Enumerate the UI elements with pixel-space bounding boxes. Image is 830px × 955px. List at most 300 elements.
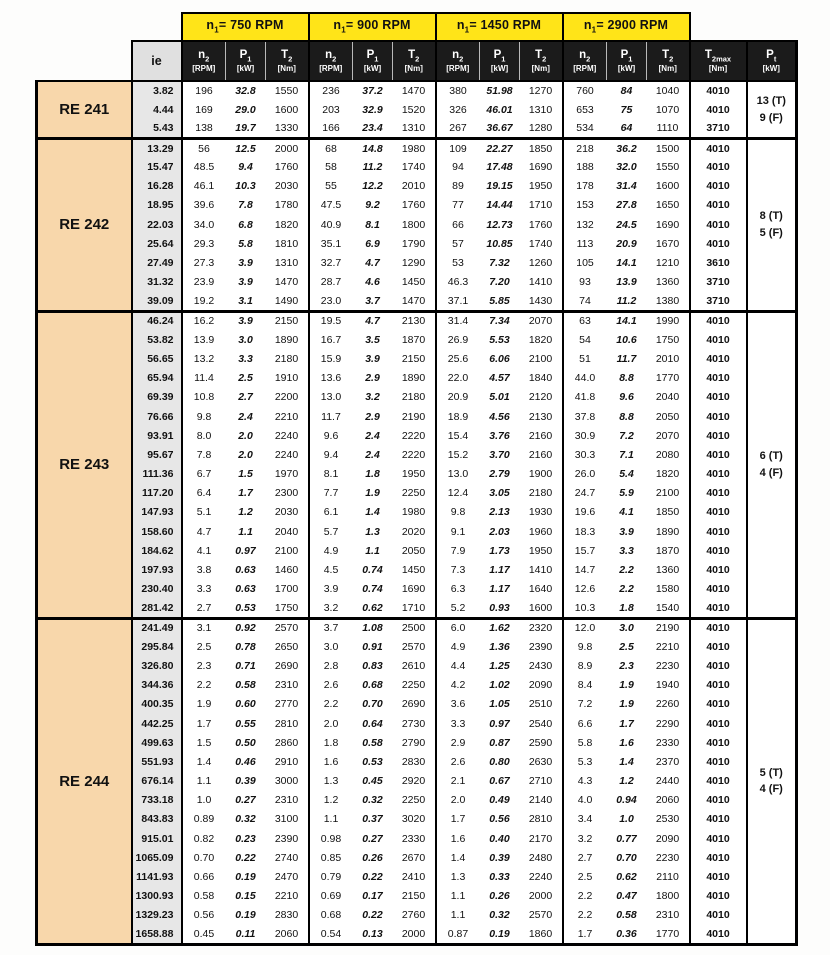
t2-cell: 2120 (520, 388, 563, 407)
n2-cell: 4.9 (309, 542, 353, 561)
n2-cell: 236 (309, 81, 353, 100)
ratio-cell: 281.42 (132, 599, 182, 618)
t2-cell: 1600 (266, 100, 309, 119)
t2max-cell: 4010 (690, 311, 747, 330)
t2-cell: 2570 (393, 637, 436, 656)
t2-cell: 2710 (520, 772, 563, 791)
t2max-cell: 4010 (690, 484, 747, 503)
n2-cell: 6.0 (436, 618, 480, 637)
t2-cell: 2130 (520, 407, 563, 426)
p1-cell: 2.9 (353, 407, 393, 426)
t2-cell: 2170 (520, 829, 563, 848)
p1-cell: 1.4 (353, 503, 393, 522)
n2-cell: 3.3 (436, 714, 480, 733)
table-row (37, 925, 797, 944)
header-spacer (37, 41, 132, 81)
t2-cell: 2000 (520, 887, 563, 906)
p1-cell: 0.91 (353, 637, 393, 656)
t2max-cell: 4010 (690, 714, 747, 733)
t2-cell: 1990 (647, 311, 690, 330)
p1-cell: 3.9 (226, 254, 266, 273)
p1-cell: 5.85 (480, 292, 520, 311)
n2-cell: 35.1 (309, 235, 353, 254)
t2max-cell: 3610 (690, 254, 747, 273)
ratio-cell: 184.62 (132, 542, 182, 561)
p1-cell: 7.34 (480, 311, 520, 330)
t2-cell: 2150 (393, 887, 436, 906)
n2-cell: 19.6 (563, 503, 607, 522)
column-header-n2: $n_2$ [RPM] (309, 41, 353, 81)
n2-cell: 109 (436, 139, 480, 158)
t2-cell: 1690 (647, 215, 690, 234)
t2-cell: 1750 (266, 599, 309, 618)
p1-cell: 0.64 (353, 714, 393, 733)
t2-cell: 2530 (647, 810, 690, 829)
t2max-cell: 4010 (690, 158, 747, 177)
n2-cell: 66 (436, 215, 480, 234)
t2max-cell: 4010 (690, 772, 747, 791)
p1-cell: 4.56 (480, 407, 520, 426)
ratio-cell: 499.63 (132, 733, 182, 752)
t2max-cell: 4010 (690, 196, 747, 215)
t2max-cell: 4010 (690, 215, 747, 234)
table-row (37, 714, 797, 733)
n2-cell: 10.3 (563, 599, 607, 618)
t2-cell: 1450 (393, 273, 436, 292)
table-row (37, 369, 797, 388)
ratio-cell: 1141.93 (132, 868, 182, 887)
p1-cell: 27.8 (607, 196, 647, 215)
t2-cell: 1870 (393, 330, 436, 349)
p1-cell: 2.03 (480, 522, 520, 541)
n2-cell: 1.1 (182, 772, 226, 791)
p1-cell: 4.1 (607, 503, 647, 522)
n2-cell: 41.8 (563, 388, 607, 407)
p1-cell: 1.9 (353, 484, 393, 503)
table-row (37, 829, 797, 848)
t2max-cell: 4010 (690, 695, 747, 714)
n2-cell: 6.4 (182, 484, 226, 503)
t2-cell: 1840 (520, 369, 563, 388)
t2-cell: 1820 (647, 465, 690, 484)
table-row (37, 791, 797, 810)
ratio-cell: 22.03 (132, 215, 182, 234)
t2-cell: 1900 (520, 465, 563, 484)
n2-cell: 4.5 (309, 561, 353, 580)
t2-cell: 1110 (647, 119, 690, 138)
p1-cell: 8.8 (607, 407, 647, 426)
p1-cell: 0.22 (353, 906, 393, 925)
header-spacer (37, 13, 182, 41)
p1-cell: 2.7 (226, 388, 266, 407)
pt-cell: 6 (T) 4 (F) (747, 311, 797, 618)
n2-cell: 30.3 (563, 446, 607, 465)
n2-cell: 653 (563, 100, 607, 119)
ratio-cell: 15.47 (132, 158, 182, 177)
p1-cell: 2.9 (353, 369, 393, 388)
t2-cell: 2230 (647, 657, 690, 676)
p1-cell: 1.8 (607, 599, 647, 618)
t2max-cell: 4010 (690, 465, 747, 484)
n2-cell: 5.3 (563, 753, 607, 772)
t2-cell: 2440 (647, 772, 690, 791)
p1-cell: 64 (607, 119, 647, 138)
p1-cell: 0.97 (226, 542, 266, 561)
ratio-cell: 65.94 (132, 369, 182, 388)
n2-cell: 13.0 (436, 465, 480, 484)
t2-cell: 3000 (266, 772, 309, 791)
n2-cell: 11.4 (182, 369, 226, 388)
n2-cell: 15.4 (436, 426, 480, 445)
t2-cell: 1820 (520, 330, 563, 349)
t2-cell: 2310 (266, 791, 309, 810)
t2-cell: 1460 (266, 561, 309, 580)
n2-cell: 0.85 (309, 849, 353, 868)
n2-cell: 18.3 (563, 522, 607, 541)
t2-cell: 2330 (647, 733, 690, 752)
p1-cell: 32.9 (353, 100, 393, 119)
n2-cell: 0.66 (182, 868, 226, 887)
t2-cell: 1890 (393, 369, 436, 388)
p1-cell: 12.73 (480, 215, 520, 234)
n2-cell: 218 (563, 139, 607, 158)
t2-cell: 1960 (520, 522, 563, 541)
t2max-cell: 4010 (690, 139, 747, 158)
column-header-n2: $n_2$ [RPM] (436, 41, 480, 81)
t2-cell: 1290 (393, 254, 436, 273)
t2-cell: 1710 (520, 196, 563, 215)
p1-cell: 0.26 (353, 849, 393, 868)
p1-cell: 24.5 (607, 215, 647, 234)
t2-cell: 2150 (266, 311, 309, 330)
t2-cell: 2180 (393, 388, 436, 407)
table-row (37, 753, 797, 772)
p1-cell: 1.0 (607, 810, 647, 829)
n2-cell: 1.4 (182, 753, 226, 772)
t2-cell: 1260 (520, 254, 563, 273)
n2-cell: 1.4 (436, 849, 480, 868)
p1-cell: 1.36 (480, 637, 520, 656)
t2-cell: 1550 (647, 158, 690, 177)
n2-cell: 2.2 (182, 676, 226, 695)
n2-cell: 9.8 (563, 637, 607, 656)
n2-cell: 0.69 (309, 887, 353, 906)
n2-cell: 0.54 (309, 925, 353, 944)
n2-cell: 326 (436, 100, 480, 119)
column-header-pt: $P_t$ [kW] (747, 41, 797, 81)
t2-cell: 1760 (266, 158, 309, 177)
p1-cell: 0.58 (226, 676, 266, 695)
n2-cell: 0.89 (182, 810, 226, 829)
n2-cell: 2.3 (182, 657, 226, 676)
n2-cell: 31.4 (436, 311, 480, 330)
p1-cell: 3.9 (226, 311, 266, 330)
n2-cell: 3.2 (309, 599, 353, 618)
n2-cell: 1.1 (436, 887, 480, 906)
n2-cell: 6.7 (182, 465, 226, 484)
n2-cell: 105 (563, 254, 607, 273)
p1-cell: 0.93 (480, 599, 520, 618)
p1-cell: 3.2 (353, 388, 393, 407)
t2-cell: 2080 (647, 446, 690, 465)
p1-cell: 0.56 (480, 810, 520, 829)
t2-cell: 2570 (266, 618, 309, 637)
table-row (37, 311, 797, 330)
p1-cell: 4.57 (480, 369, 520, 388)
t2-cell: 2370 (647, 753, 690, 772)
table-row (37, 407, 797, 426)
t2-cell: 1310 (393, 119, 436, 138)
p1-cell: 7.8 (226, 196, 266, 215)
n2-cell: 3.3 (182, 580, 226, 599)
t2-cell: 1930 (520, 503, 563, 522)
p1-cell: 8.8 (607, 369, 647, 388)
n2-cell: 15.7 (563, 542, 607, 561)
n2-cell: 0.87 (436, 925, 480, 944)
t2-cell: 2190 (393, 407, 436, 426)
p1-cell: 32.0 (607, 158, 647, 177)
p1-cell: 2.79 (480, 465, 520, 484)
n2-cell: 7.7 (309, 484, 353, 503)
p1-cell: 4.6 (353, 273, 393, 292)
column-header-P1: $P_1$ [kW] (226, 41, 266, 81)
n2-cell: 0.56 (182, 906, 226, 925)
t2-cell: 1890 (647, 522, 690, 541)
p1-cell: 0.39 (226, 772, 266, 791)
p1-cell: 7.20 (480, 273, 520, 292)
table-row (37, 350, 797, 369)
p1-cell: 11.2 (607, 292, 647, 311)
table-row (37, 235, 797, 254)
t2-cell: 1750 (647, 330, 690, 349)
t2-cell: 1950 (520, 177, 563, 196)
t2-cell: 1580 (647, 580, 690, 599)
t2max-cell: 4010 (690, 580, 747, 599)
t2-cell: 2610 (393, 657, 436, 676)
t2max-cell: 4010 (690, 235, 747, 254)
t2-cell: 1310 (520, 100, 563, 119)
n2-cell: 188 (563, 158, 607, 177)
n2-cell: 20.9 (436, 388, 480, 407)
p1-cell: 10.85 (480, 235, 520, 254)
n2-cell: 37.1 (436, 292, 480, 311)
p1-cell: 0.32 (353, 791, 393, 810)
n2-cell: 13.2 (182, 350, 226, 369)
n2-cell: 7.9 (436, 542, 480, 561)
n2-cell: 0.58 (182, 887, 226, 906)
p1-cell: 0.77 (607, 829, 647, 848)
p1-cell: 0.74 (353, 580, 393, 599)
p1-cell: 0.37 (353, 810, 393, 829)
table-row (37, 637, 797, 656)
n2-cell: 14.7 (563, 561, 607, 580)
p1-cell: 0.22 (353, 868, 393, 887)
n2-cell: 28.7 (309, 273, 353, 292)
t2-cell: 2160 (520, 426, 563, 445)
p1-cell: 1.2 (226, 503, 266, 522)
column-header-P1: $P_1$ [kW] (480, 41, 520, 81)
n2-cell: 44.0 (563, 369, 607, 388)
t2-cell: 2090 (647, 829, 690, 848)
p1-cell: 0.53 (353, 753, 393, 772)
p1-cell: 2.4 (226, 407, 266, 426)
t2-cell: 1410 (520, 561, 563, 580)
n2-cell: 169 (182, 100, 226, 119)
p1-cell: 2.3 (607, 657, 647, 676)
ratio-cell: 13.29 (132, 139, 182, 158)
n2-cell: 57 (436, 235, 480, 254)
speed-header-2900: $n_1= 2900$ RPM (563, 13, 690, 41)
ratio-cell: 843.83 (132, 810, 182, 829)
p1-cell: 2.13 (480, 503, 520, 522)
n2-cell: 1.3 (436, 868, 480, 887)
t2-cell: 2390 (266, 829, 309, 848)
n2-cell: 1.7 (563, 925, 607, 944)
n2-cell: 196 (182, 81, 226, 100)
p1-cell: 0.32 (226, 810, 266, 829)
t2-cell: 1850 (647, 503, 690, 522)
p1-cell: 2.2 (607, 561, 647, 580)
p1-cell: 10.3 (226, 177, 266, 196)
n2-cell: 30.9 (563, 426, 607, 445)
n2-cell: 6.6 (563, 714, 607, 733)
t2-cell: 2230 (647, 849, 690, 868)
table-row (37, 273, 797, 292)
t2-cell: 2320 (520, 618, 563, 637)
ratio-cell: 76.66 (132, 407, 182, 426)
n2-cell: 5.2 (436, 599, 480, 618)
n2-cell: 2.6 (436, 753, 480, 772)
t2-cell: 1800 (647, 887, 690, 906)
t2-cell: 2030 (266, 177, 309, 196)
n2-cell: 2.9 (436, 733, 480, 752)
n2-cell: 23.9 (182, 273, 226, 292)
p1-cell: 3.0 (607, 618, 647, 637)
p1-cell: 0.26 (480, 887, 520, 906)
t2max-cell: 4010 (690, 676, 747, 695)
t2-cell: 1070 (647, 100, 690, 119)
n2-cell: 6.3 (436, 580, 480, 599)
n2-cell: 22.0 (436, 369, 480, 388)
t2-cell: 1330 (266, 119, 309, 138)
t2max-cell: 4010 (690, 330, 747, 349)
t2-cell: 2330 (393, 829, 436, 848)
ratio-cell: 733.18 (132, 791, 182, 810)
t2-cell: 2790 (393, 733, 436, 752)
t2-cell: 1890 (266, 330, 309, 349)
p1-cell: 11.7 (607, 350, 647, 369)
p1-cell: 84 (607, 81, 647, 100)
model-label: RE 241 (37, 81, 132, 139)
table-row (37, 465, 797, 484)
p1-cell: 1.1 (353, 542, 393, 561)
t2-cell: 2100 (266, 542, 309, 561)
ratio-cell: 93.91 (132, 426, 182, 445)
p1-cell: 0.46 (226, 753, 266, 772)
t2-cell: 2000 (266, 139, 309, 158)
table-row (37, 906, 797, 925)
p1-cell: 13.9 (607, 273, 647, 292)
t2-cell: 2160 (520, 446, 563, 465)
t2-cell: 2090 (520, 676, 563, 695)
t2-cell: 2020 (393, 522, 436, 541)
ratio-cell: 3.82 (132, 81, 182, 100)
n2-cell: 3.7 (309, 618, 353, 637)
ratio-cell: 1300.93 (132, 887, 182, 906)
t2-cell: 1710 (393, 599, 436, 618)
t2max-cell: 4010 (690, 906, 747, 925)
ratio-cell: 46.24 (132, 311, 182, 330)
p1-cell: 0.68 (353, 676, 393, 695)
t2-cell: 1550 (266, 81, 309, 100)
p1-cell: 1.05 (480, 695, 520, 714)
t2-cell: 2740 (266, 849, 309, 868)
p1-cell: 8.1 (353, 215, 393, 234)
t2-cell: 1690 (393, 580, 436, 599)
p1-cell: 1.4 (607, 753, 647, 772)
ratio-cell: 53.82 (132, 330, 182, 349)
t2-cell: 2810 (266, 714, 309, 733)
t2max-cell: 4010 (690, 503, 747, 522)
t2-cell: 1500 (647, 139, 690, 158)
t2max-cell: 4010 (690, 657, 747, 676)
n2-cell: 25.6 (436, 350, 480, 369)
p1-cell: 1.02 (480, 676, 520, 695)
ratio-cell: 95.67 (132, 446, 182, 465)
table-row (37, 177, 797, 196)
ratio-cell: 295.84 (132, 637, 182, 656)
t2max-cell: 4010 (690, 887, 747, 906)
ratio-cell: 676.14 (132, 772, 182, 791)
n2-cell: 2.6 (309, 676, 353, 695)
p1-cell: 6.06 (480, 350, 520, 369)
t2-cell: 1740 (393, 158, 436, 177)
p1-cell: 11.2 (353, 158, 393, 177)
p1-cell: 0.27 (353, 829, 393, 848)
table-row (37, 561, 797, 580)
t2-cell: 2570 (520, 906, 563, 925)
p1-cell: 2.2 (607, 580, 647, 599)
p1-cell: 1.6 (607, 733, 647, 752)
t2-cell: 2630 (520, 753, 563, 772)
column-header-t2max: $T_{2max}$ [Nm] (690, 41, 747, 81)
p1-cell: 14.1 (607, 254, 647, 273)
table-row (37, 330, 797, 349)
p1-cell: 0.94 (607, 791, 647, 810)
n2-cell: 53 (436, 254, 480, 273)
p1-cell: 2.5 (226, 369, 266, 388)
n2-cell: 203 (309, 100, 353, 119)
n2-cell: 47.5 (309, 196, 353, 215)
t2-cell: 2470 (266, 868, 309, 887)
model-label: RE 243 (37, 311, 132, 618)
t2max-cell: 4010 (690, 733, 747, 752)
n2-cell: 37.8 (563, 407, 607, 426)
t2max-cell: 4010 (690, 810, 747, 829)
n2-cell: 74 (563, 292, 607, 311)
p1-cell: 0.87 (480, 733, 520, 752)
t2max-cell: 4010 (690, 350, 747, 369)
ratio-cell: 147.93 (132, 503, 182, 522)
p1-cell: 5.53 (480, 330, 520, 349)
n2-cell: 9.8 (436, 503, 480, 522)
n2-cell: 24.7 (563, 484, 607, 503)
table-row (37, 542, 797, 561)
p1-cell: 3.9 (607, 522, 647, 541)
t2-cell: 2070 (520, 311, 563, 330)
t2-cell: 1490 (266, 292, 309, 311)
table-row (37, 158, 797, 177)
